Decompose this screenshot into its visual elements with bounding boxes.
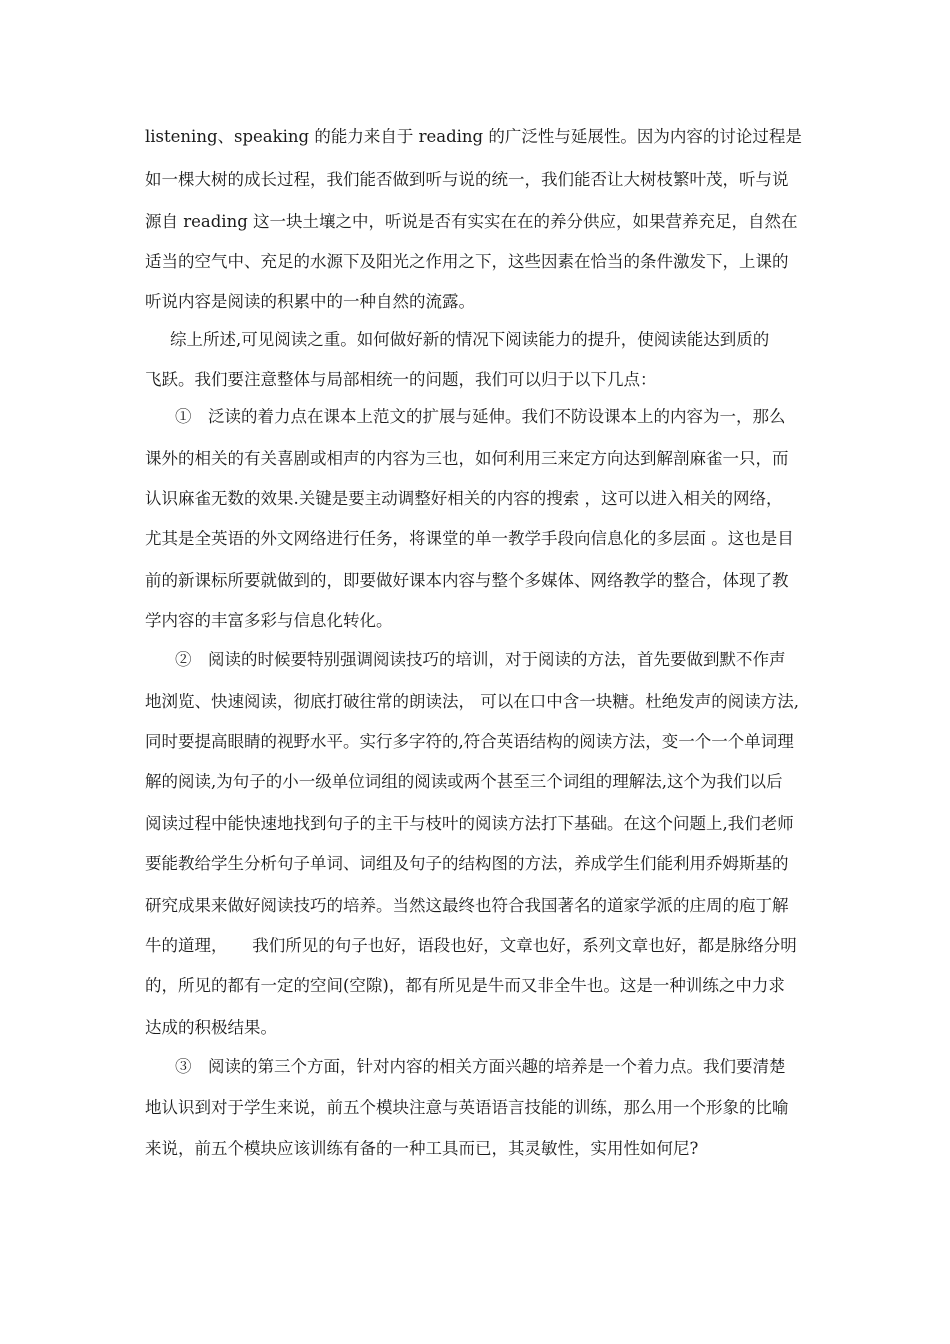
text-line: listening、speaking 的能力来自于 reading 的广泛性与延展性。因为内容的讨论过程是: [145, 127, 802, 146]
paragraph-first-line: 综上所述,可见阅读之重。如何做好新的情况下阅读能力的提升，使阅读能达到质的: [170, 330, 770, 349]
numbered-item-2: ② 阅读的时候要特别强调阅读技巧的培训，对于阅读的方法，首先要做到默不作声: [175, 650, 786, 669]
text-line: 研究成果来做好阅读技巧的培养。当然这最终也符合我国著名的道家学派的庄周的庖丁解: [145, 896, 789, 915]
text-line: 尤其是全英语的外文网络进行任务，将课堂的单一教学手段向信息化的多层面 。这也是目: [145, 529, 794, 548]
text-line: 课外的相关的有关喜剧或相声的内容为三也，如何利用三来定方向达到解剖麻雀一只，而: [145, 449, 789, 468]
text-line: 学内容的丰富多彩与信息化转化。: [145, 611, 393, 630]
text-line: 的，所见的都有一定的空间(空隙)，都有所见是牛而又非全牛也。这是一种训练之中力求: [145, 976, 785, 995]
text-line: 认识麻雀无数的效果.关键是要主动调整好相关的内容的搜索 ，这可以进入相关的网络，: [145, 489, 783, 508]
text-line: 适当的空气中、充足的水源下及阳光之作用之下，这些因素在恰当的条件激发下，上课的: [145, 252, 789, 271]
text-line: 阅读过程中能快速地找到句子的主干与枝叶的阅读方法打下基础。在这个问题上,我们老师: [145, 814, 794, 833]
text-line: 前的新课标所要就做到的，即要做好课本内容与整个多媒体、网络教学的整合，体现了教: [145, 571, 789, 590]
text-line: 飞跃。我们要注意整体与局部相统一的问题，我们可以归于以下几点：: [145, 370, 657, 389]
text-line: 如一棵大树的成长过程，我们能否做到听与说的统一，我们能否让大树枝繁叶茂，听与说: [145, 170, 789, 189]
text-line: 同时要提高眼睛的视野水平。实行多字符的,符合英语结构的阅读方法，变一个一个单词理: [145, 732, 794, 751]
text-line: 听说内容是阅读的积累中的一种自然的流露。: [145, 292, 475, 311]
text-line: 源自 reading 这一块土壤之中，听说是否有实实在在的养分供应，如果营养充足，自然在: [145, 212, 798, 231]
text-line: 要能教给学生分析句子单词、词组及句子的结构图的方法，养成学生们能利用乔姆斯基的: [145, 854, 789, 873]
text-line: 地认识到对于学生来说，前五个模块注意与英语语言技能的训练，那么用一个形象的比喻: [145, 1098, 789, 1117]
text-line: 来说，前五个模块应该训练有备的一种工具而已，其灵敏性，实用性如何尼?: [145, 1139, 699, 1158]
text-line: 地浏览、快速阅读，彻底打破往常的朗读法， 可以在口中含一块糖。杜绝发声的阅读方法,: [145, 692, 799, 711]
text-line: 达成的积极结果。: [145, 1018, 277, 1037]
numbered-item-3: ③ 阅读的第三个方面，针对内容的相关方面兴趣的培养是一个着力点。我们要清楚: [175, 1057, 786, 1076]
text-line: 解的阅读,为句子的小一级单位词组的阅读或两个甚至三个词组的理解法,这个为我们以后: [145, 772, 783, 791]
numbered-item-1: ① 泛读的着力点在课本上范文的扩展与延伸。我们不防设课本上的内容为一，那么: [175, 407, 786, 426]
text-line: 牛的道理， 我们所见的句子也好，语段也好，文章也好，系列文章也好，都是脉络分明: [145, 936, 797, 955]
